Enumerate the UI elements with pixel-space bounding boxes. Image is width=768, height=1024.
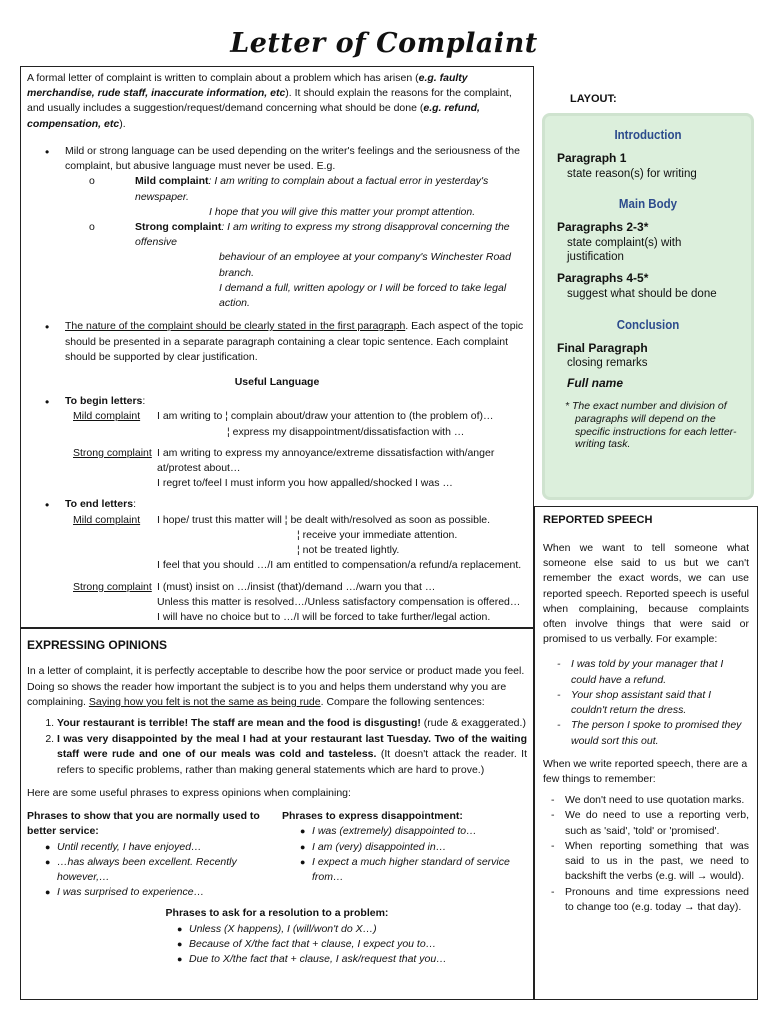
phrases-intro: Here are some useful phrases to express opinions when complaining:: [27, 786, 351, 799]
strong-label: Strong complaint: [135, 220, 222, 233]
structure-bullet: [27, 319, 527, 365]
polite-example-note: (It doesn't attack the reader. It refers to specific problems, rather than making general statements which are hard to prove.): [57, 748, 528, 776]
page-title: Letter of Complaint: [230, 28, 538, 59]
end-strong-2: Unless this matter is resolved…/Unless satisfactory compensation is offered…: [157, 595, 521, 608]
intro-text-1: A formal letter of complaint is written to complain about a problem which has arisen (: [27, 72, 419, 84]
rude-example-text: Your restaurant is terrible! The staff are mean and the food is disgusting!: [57, 717, 421, 730]
list-item: ● I am (very) disappointed in…: [300, 840, 527, 855]
polite-example: [57, 732, 527, 778]
full-name-label: Full name: [567, 375, 624, 390]
expressing-opinions-section: [20, 628, 534, 1000]
end-mild-4: I feel that you should …/I am entitled to compensation/a refund/a replacement.: [157, 559, 522, 572]
mild-example: [27, 174, 527, 220]
list-item: - Your shop assistant said that I couldn't return the dress.: [557, 688, 749, 718]
reported-speech-heading: REPORTED SPEECH: [543, 514, 653, 526]
paragraphs-2-3-label: Paragraphs 2-3*: [557, 220, 649, 235]
phrase-columns: [27, 809, 527, 900]
end-mild-label: Mild complaint: [73, 513, 141, 526]
list-item: ● Due to X/the fact that + clause, I ask/request that you…: [177, 952, 527, 967]
list-item: ● …has always been excellent. Recently however,…: [45, 855, 272, 885]
mild-text-2: I hope that you will give this matter your prompt attention.: [209, 205, 476, 218]
layout-card: [542, 113, 754, 500]
opinions-intro-underlined: Saying how you felt is not the same as being rude: [88, 695, 321, 708]
circle-bullet-icon: o: [89, 175, 95, 188]
conclusion-heading: Conclusion: [616, 317, 680, 332]
layout-label: LAYOUT:: [570, 93, 617, 105]
end-mild-2: ¦ receive your immediate attention.: [297, 528, 458, 541]
useful-language-heading: Useful Language: [234, 375, 320, 388]
main-body-heading: Main Body: [618, 197, 678, 212]
intro-paragraph: [27, 71, 527, 132]
end-mild-3: ¦ not be treated lightly.: [297, 544, 400, 557]
language-text: • Mild or strong language can be used depending on the writer's feelings and the seriousness of the complaint, but abusive language must never be used. E.g.: [65, 144, 520, 173]
paragraphs-4-5-desc: suggest what should be done: [567, 287, 717, 300]
begin-letters-bullet: • To begin letters: Mild complaint I am writing to ¦ complain about/draw your attention to (the problem of)… ¦ express my disappointment/dissatisfaction with … Strong complaint I am writing to express my annoyance/extreme dissatisfaction with/anger at/protest about… I regret to/feel I must inform you how appalled/shocked I was …: [27, 394, 527, 491]
list-item: - I was told by your manager that I could have a refund.: [557, 657, 749, 687]
end-strong-1: I (must) insist on …/insist (that)/demand …/warn you that …: [157, 580, 436, 593]
comparison-list: [27, 716, 527, 778]
opinions-intro-a: In a letter of complaint, it is perfectly acceptable to describe how the poor service or product made you feel. Doing so shows the reader how important the subject is to you and helps them understand why you are complaining.: [27, 665, 525, 708]
paragraphs-4-5-label: Paragraphs 4-5*: [557, 271, 649, 286]
mild-text: : I am writing to complain about a factual error in yesterday's newspaper.: [135, 175, 489, 203]
begin-strong-1: I am writing to express my annoyance/extreme dissatisfaction with/anger at/protest about…: [157, 446, 495, 475]
polite-example-text: I was very disappointed by the meal I had at your restaurant last Tuesday. Two of the waiting staff were rude and one of our meals was cold and tasteless.: [57, 733, 527, 761]
list-item: - When reporting something that was said to us in the past, we need to backshift the verbs (e.g. will → would).: [551, 839, 749, 885]
intro-text-3: ).: [119, 117, 126, 130]
begin-mild-row: [65, 409, 527, 439]
end-letters-bullet: • To end letters: Mild complaint I hope/ trust this matter will ¦ be dealt with/resolved as soon as possible. ¦ receive your immediate attention. ¦ not be treated lightly. I feel that you should …/I am entitled to compensation/a refund/a replacement. Strong complaint I (must) insist on …/insist (that)/demand …/warn you that … Unless this matter is resolved…/Unless satisfactory compensation is offered… I will have no choice but to …/I will be forced to take further/legal action.: [27, 497, 527, 625]
language-bullet: [27, 144, 527, 311]
begin-mild-2: ¦ express my disappointment/dissatisfaction with …: [227, 425, 465, 438]
final-paragraph-desc: closing remarks: [567, 357, 648, 370]
reported-remember: When we write reported speech, there are a few things to remember:: [543, 757, 748, 785]
opinions-heading: EXPRESSING OPINIONS: [27, 638, 168, 652]
list-item: ● Until recently, I have enjoyed…: [45, 840, 272, 855]
list-item: ● Unless (X happens), I (will/won't do X…): [177, 922, 527, 937]
circle-bullet-icon: o: [89, 220, 95, 233]
end-strong-row: [65, 580, 527, 626]
opinions-intro-b: . Compare the following sentences:: [320, 695, 485, 708]
end-mild-row: [65, 513, 527, 574]
opinions-intro: [27, 664, 527, 710]
end-mild-1: I hope/ trust this matter will ¦ be dealt with/resolved as soon as possible.: [157, 513, 491, 526]
end-letters-label: To end letters: [65, 498, 134, 511]
final-paragraph-label: Final Paragraph: [557, 340, 648, 355]
paragraphs-2-3-desc: state complaint(s) with justification: [567, 236, 682, 263]
strong-text-2: behaviour of an employee at your company's Winchester Road branch.: [219, 251, 511, 279]
intro-text-2: ). It should explain the reasons for the complaint, and usually includes a suggestion/request/demand concerning what should be done (: [27, 87, 512, 115]
layout-note: * The exact number and division of paragraphs will depend on the specific instructions for each letter-writing task.: [565, 400, 737, 451]
list-item: - The person I spoke to promised they would sort this out.: [557, 718, 749, 748]
intro-example-1: e.g. faulty merchandise, rude staff, inaccurate information, etc: [27, 72, 468, 100]
begin-mild-1: I am writing to ¦ complain about/draw your attention to (the problem of)…: [157, 410, 494, 423]
structure-underlined: The nature of the complaint should be clearly stated in the first paragraph: [65, 320, 406, 333]
list-item: - We do need to use a reporting verb, such as 'said', 'told' or 'promised'.: [551, 808, 749, 838]
introduction-heading: Introduction: [614, 128, 682, 142]
begin-mild-label: Mild complaint: [73, 410, 141, 423]
begin-strong-label: Strong complaint: [73, 446, 152, 459]
resolution-heading: Phrases to ask for a resolution to a problem:: [165, 907, 389, 920]
list-item: ● I expect a much higher standard of service from…: [300, 855, 527, 885]
rude-example: [57, 716, 527, 731]
list-item: - We don't need to use quotation marks.: [551, 793, 749, 808]
strong-text-3: I demand a full, written apology or I will be forced to take legal action.: [219, 281, 507, 310]
list-item: ● Because of X/the fact that + clause, I expect you to…: [177, 937, 527, 952]
list-item: ● I was (extremely) disappointed to…: [300, 824, 527, 839]
strong-example: [27, 220, 527, 311]
begin-strong-2: I regret to/feel I must inform you how appalled/shocked I was …: [157, 477, 453, 490]
reported-points: [543, 793, 749, 915]
intro-example-2: e.g. refund, compensation, etc: [27, 102, 480, 130]
disappointment-heading: Phrases to express disappointment:: [282, 810, 463, 823]
rude-example-note: (rude & exaggerated.): [420, 717, 526, 730]
used-to-better-heading: Phrases to show that you are normally used to better service:: [27, 810, 260, 838]
disappointment-list: [282, 824, 527, 885]
paragraph-1-label: Paragraph 1: [557, 151, 627, 166]
end-strong-label: Strong complaint: [73, 580, 152, 593]
reported-speech-section: [534, 506, 758, 1000]
reported-speech-intro: When we want to tell someone what someone else said to us but we can't remember the exact words, we can use reported speech. Reported speech is useful when complaining, because complaints often involve things that were said or promised to us verbally. For example:: [543, 541, 749, 646]
end-strong-3: I will have no choice but to …/I will be forced to take further/legal action.: [157, 611, 491, 623]
paragraph-1-desc: state reason(s) for writing: [567, 167, 697, 180]
begin-strong-row: [65, 446, 527, 492]
begin-letters-label: To begin letters: [65, 395, 143, 408]
complaint-guide-section: [20, 66, 534, 628]
mild-label: Mild complaint: [135, 175, 209, 188]
list-item: - Pronouns and time expressions need to change too (e.g. today → that day).: [551, 885, 749, 915]
reported-examples: [543, 657, 749, 748]
list-item: ● I was surprised to experience…: [45, 885, 272, 900]
used-to-better-list: [27, 840, 272, 901]
structure-text: . Each aspect of the topic should be presented in a separate paragraph containing a clear topic sentence. Each complaint should be supported by clear justification.: [65, 320, 524, 363]
strong-text: : I am writing to express my strong disapproval concerning the offensive: [135, 220, 510, 249]
resolution-list: [27, 922, 527, 968]
